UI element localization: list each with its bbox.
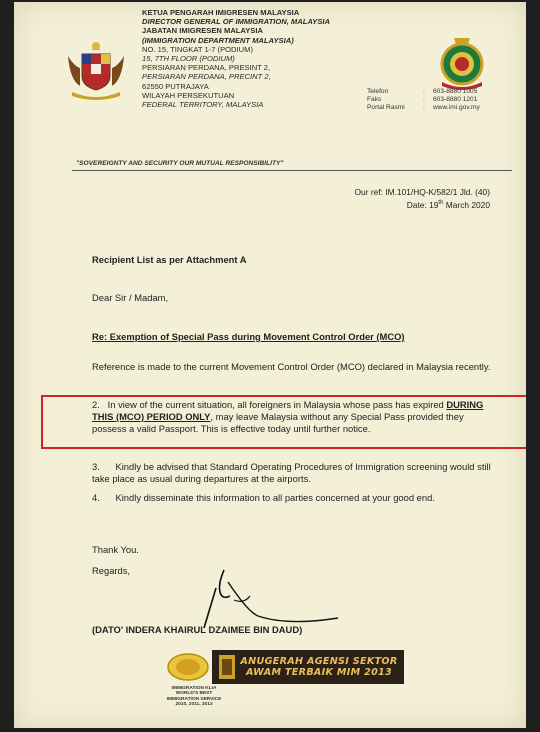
award-line: AWAM TERBAIK MIM 2013 xyxy=(245,667,393,678)
contact-row xyxy=(367,88,480,96)
highlight-box xyxy=(41,395,526,449)
paragraph-number: 3. xyxy=(92,461,100,472)
award-line: ANUGERAH AGENSI SEKTOR xyxy=(240,656,398,667)
signature-icon xyxy=(194,560,344,630)
letterhead-line: WILAYAH PERSEKUTUAN xyxy=(142,90,235,100)
emphasis-text: DURING THIS (MCO) PERIOD ONLY xyxy=(92,399,484,422)
award-medal-icon xyxy=(164,652,212,682)
contact-value: 603-8880 1005 xyxy=(433,88,478,95)
letterhead-line: KETUA PENGARAH IMIGRESEN MALAYSIA xyxy=(142,8,300,17)
contact-separator: : xyxy=(423,104,425,112)
coat-of-arms-icon xyxy=(64,38,128,102)
contact-separator: : xyxy=(423,96,425,104)
contact-block xyxy=(367,88,480,113)
letter-date: Date: 19th March 2020 xyxy=(406,199,490,210)
paragraph-number: 4. xyxy=(92,492,100,503)
paragraph-3: 3. Kindly be advised that Standard Operating Procedures of Immigration screening would still take place as usual during departures at the airports. xyxy=(92,461,491,484)
contact-value: www.imi.gov.my xyxy=(433,104,480,112)
klia-award-text: IMMIGRATION KLIA WORLD'S BEST IMMIGRATION SERVICE 2010, 2011, 2013 xyxy=(166,686,222,708)
letterhead xyxy=(142,8,372,109)
letterhead-line: JABATAN IMIGRESEN MALAYSIA xyxy=(142,26,263,36)
letterhead-line: PERSIARAN PERDANA, PRECINT 2, xyxy=(142,72,271,82)
contact-label: Telefon xyxy=(367,88,389,95)
paragraph-4: 4. Kindly disseminate this information to all parties concerned at your good end. xyxy=(92,492,435,503)
subject-line: Re: Exemption of Special Pass during Movement Control Order (MCO) xyxy=(92,331,405,342)
closing-thanks: Thank You. xyxy=(92,544,139,555)
signatory-name: (DATO' INDERA KHAIRUL DZAIMEE BIN DAUD) xyxy=(92,624,303,635)
closing-regards: Regards, xyxy=(92,565,131,576)
letter-page xyxy=(14,2,526,728)
paragraph-1: Reference is made to the current Movement Control Order (MCO) declared in Malaysia recently. xyxy=(92,361,491,372)
contact-label: Faks xyxy=(367,96,382,104)
paragraph-number: 2. xyxy=(92,399,100,410)
letterhead-line: 62550 PUTRAJAYA xyxy=(142,81,209,91)
letterhead-line: DIRECTOR GENERAL OF IMMIGRATION, MALAYSIA xyxy=(142,17,331,27)
header-divider xyxy=(72,170,512,171)
contact-row xyxy=(367,96,480,104)
letterhead-line: (IMMIGRATION DEPARTMENT MALAYSIA) xyxy=(142,35,294,45)
contact-label: Portal Rasmi xyxy=(367,104,405,112)
recipient-line: Recipient List as per Attachment A xyxy=(92,254,247,265)
letterhead-line: PERSIARAN PERDANA, PRESINT 2, xyxy=(142,63,271,73)
reference-number: Our ref: IM.101/HQ-K/582/1 Jld. (40) xyxy=(354,187,490,197)
letterhead-line: FEDERAL TERRITORY, MALAYSIA xyxy=(142,100,264,110)
slogan: "SOVEREIGNTY AND SECURITY OUR MUTUAL RESPONSIBILITY" xyxy=(76,160,284,167)
paragraph-2: 2. In view of the current situation, all foreigners in Malaysia whose pass has expired DURING THIS (MCO) PERIOD ONLY, may leave Malaysia without any Special Pass provided they possess a valid Passport. This is effective today until further notice. xyxy=(92,399,484,434)
contact-separator: : xyxy=(423,88,425,95)
contact-value: 603-8880 1201 xyxy=(433,96,478,104)
salutation: Dear Sir / Madam, xyxy=(92,292,169,303)
reference-block xyxy=(310,187,490,210)
award-trophy-icon xyxy=(216,653,238,681)
award-banner xyxy=(212,650,404,684)
letterhead-line: NO. 15, TINGKAT 1-7 (PODIUM) xyxy=(142,44,253,54)
immigration-emblem-icon xyxy=(432,32,492,92)
letterhead-line: 15, 7TH FLOOR (PODIUM) xyxy=(142,54,235,64)
contact-row xyxy=(367,104,480,112)
